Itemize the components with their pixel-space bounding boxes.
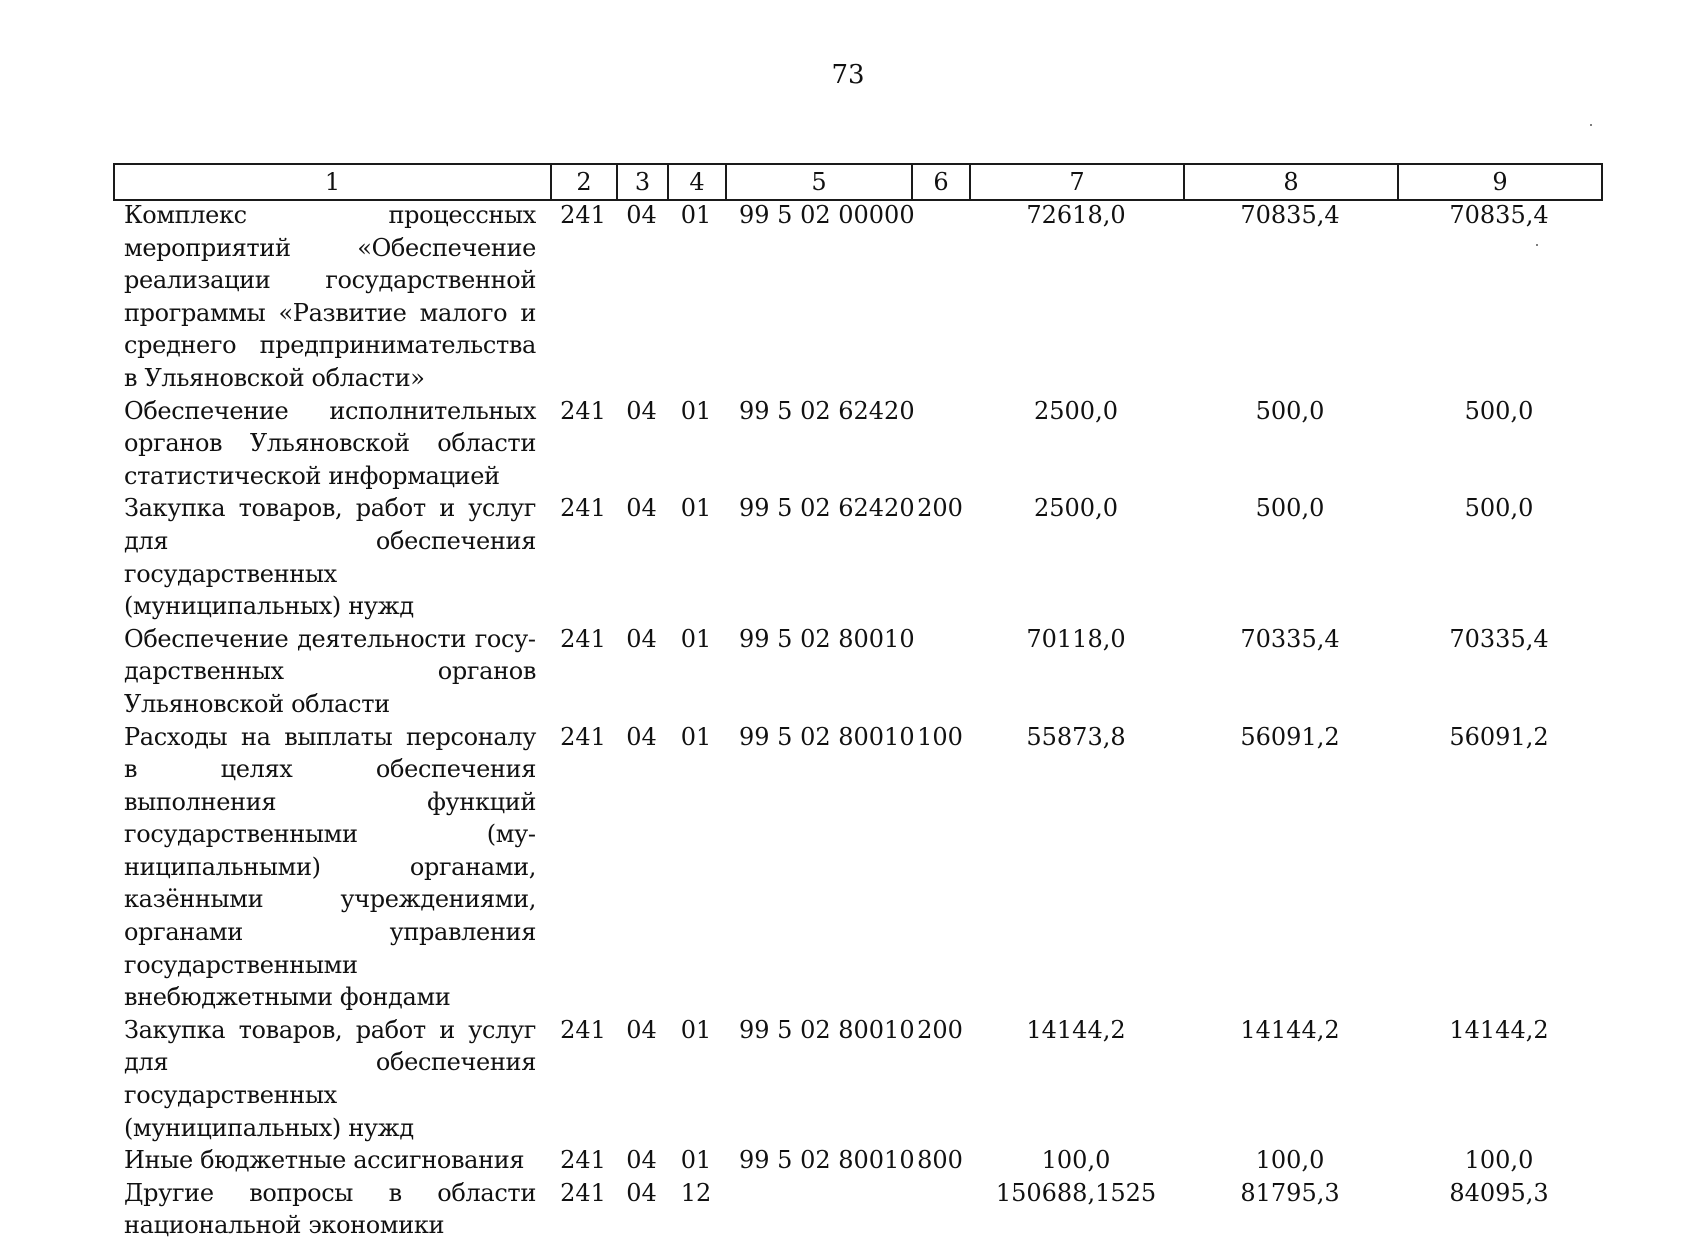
amount-col-9: 500,0 — [1464, 396, 1534, 425]
budget-table — [113, 199, 1601, 1242]
subsection-code: 01 — [680, 722, 712, 751]
row-name: Закупка товаров, работ и услуг для обеспечения государственных (муниципальных) нужд — [124, 494, 536, 621]
expense-type-code — [911, 199, 969, 395]
ministry-code: 241 — [560, 1146, 606, 1175]
expense-type-code: 100 — [917, 722, 963, 751]
table-row — [113, 492, 1601, 622]
amount-col-7: 150688,1525 — [995, 1178, 1157, 1207]
amount-col-8: 70835,4 — [1240, 201, 1340, 229]
amount-col-9: 70835,4 — [1449, 201, 1549, 229]
amount-col-8: 500,0 — [1255, 494, 1325, 523]
subsection-code: 01 — [680, 1015, 712, 1044]
target-article-code: 99 5 02 62420 — [739, 494, 915, 523]
table-row — [113, 199, 1601, 395]
subsection-code: 01 — [680, 624, 712, 653]
target-article-code: 99 5 02 00000 — [739, 201, 915, 229]
table-row — [113, 721, 1601, 1014]
expense-type-code: 200 — [917, 494, 963, 523]
amount-col-7: 70118,0 — [1026, 624, 1126, 653]
amount-col-9: 70335,4 — [1449, 624, 1549, 653]
row-name: Расходы на выплаты персоналу в целях обеспечения выполнения функций государственными (муниципальными) органами, казёнными учреждениями, органами управления государственными внебюджетными фондами — [124, 722, 536, 1012]
amount-col-9: 14144,2 — [1449, 1015, 1549, 1044]
amount-col-8: 70335,4 — [1240, 624, 1340, 653]
amount-col-9: 56091,2 — [1449, 722, 1549, 751]
ministry-code: 241 — [560, 722, 606, 751]
row-name: Обеспечение исполнительных органов Ульяновской области статистической информацией — [124, 396, 536, 490]
amount-col-7: 2500,0 — [1034, 494, 1118, 523]
amount-col-9: 100,0 — [1464, 1146, 1534, 1175]
column-number-header — [113, 163, 1603, 201]
column-header-4: 4 — [668, 164, 726, 200]
section-code: 04 — [626, 1178, 657, 1207]
target-article-code: 99 5 02 80010 — [739, 1015, 915, 1044]
column-header-6: 6 — [912, 164, 970, 200]
row-name: Другие вопросы в области национальной экономики — [124, 1178, 536, 1240]
table-row — [113, 1177, 1601, 1242]
ministry-code: 241 — [560, 1015, 606, 1044]
amount-col-8: 14144,2 — [1240, 1015, 1340, 1044]
ministry-code: 241 — [560, 624, 606, 653]
expense-type-code: 200 — [917, 1015, 963, 1044]
amount-col-8: 100,0 — [1255, 1146, 1325, 1175]
column-header-2: 2 — [551, 164, 617, 200]
subsection-code: 01 — [680, 1146, 712, 1175]
section-code: 04 — [626, 722, 657, 751]
scan-speck — [1590, 124, 1592, 126]
column-header-7: 7 — [970, 164, 1184, 200]
target-article-code: 99 5 02 62420 — [739, 396, 915, 425]
amount-col-7: 100,0 — [1041, 1146, 1111, 1175]
table-row — [113, 623, 1601, 721]
amount-col-8: 81795,3 — [1240, 1178, 1340, 1207]
column-header-8: 8 — [1184, 164, 1398, 200]
subsection-code: 12 — [680, 1178, 712, 1207]
target-article-code: 99 5 02 80010 — [739, 1146, 915, 1175]
column-header-1: 1 — [114, 164, 551, 200]
subsection-code: 01 — [680, 396, 712, 425]
amount-col-9: 84095,3 — [1449, 1178, 1549, 1207]
page-number: 73 — [831, 60, 865, 90]
section-code: 04 — [626, 1015, 657, 1044]
row-name: Иные бюджетные ассигнования — [124, 1146, 525, 1175]
column-header-3: 3 — [617, 164, 668, 200]
section-code: 04 — [626, 494, 657, 523]
expense-type-code — [911, 395, 969, 493]
expense-type-code — [911, 1177, 969, 1242]
amount-col-8: 500,0 — [1255, 396, 1325, 425]
section-code: 04 — [626, 1146, 657, 1175]
row-name: Обеспечение деятельности государственных органов Ульяновской области — [124, 624, 536, 718]
target-article-code: 99 5 02 80010 — [739, 624, 915, 653]
subsection-code: 01 — [680, 201, 712, 229]
column-header-5: 5 — [726, 164, 912, 200]
expense-type-code — [911, 623, 969, 721]
section-code: 04 — [626, 396, 657, 425]
ministry-code: 241 — [560, 1178, 606, 1207]
row-name: Комплекс процессных мероприятий «Обеспечение реализации государственной программы «Развитие малого и среднего предпринимательства в Ульяновской области» — [124, 201, 536, 392]
expense-type-code: 800 — [917, 1146, 963, 1175]
amount-col-7: 72618,0 — [1026, 201, 1126, 229]
amount-col-8: 56091,2 — [1240, 722, 1340, 751]
amount-col-9: 500,0 — [1464, 494, 1534, 523]
row-name: Закупка товаров, работ и услуг для обеспечения государственных (муниципальных) нужд — [124, 1015, 536, 1142]
subsection-code: 01 — [680, 494, 712, 523]
section-code: 04 — [626, 624, 657, 653]
target-article-code — [725, 1177, 911, 1242]
table-row — [113, 1144, 1601, 1177]
column-header-9: 9 — [1398, 164, 1602, 200]
amount-col-7: 2500,0 — [1034, 396, 1118, 425]
table-row — [113, 1014, 1601, 1144]
table-row — [113, 395, 1601, 493]
target-article-code: 99 5 02 80010 — [739, 722, 915, 751]
scan-speck — [1536, 244, 1538, 246]
ministry-code: 241 — [560, 396, 606, 425]
ministry-code: 241 — [560, 494, 606, 523]
amount-col-7: 14144,2 — [1026, 1015, 1126, 1044]
amount-col-7: 55873,8 — [1026, 722, 1126, 751]
ministry-code: 241 — [560, 201, 606, 229]
section-code: 04 — [626, 201, 657, 229]
